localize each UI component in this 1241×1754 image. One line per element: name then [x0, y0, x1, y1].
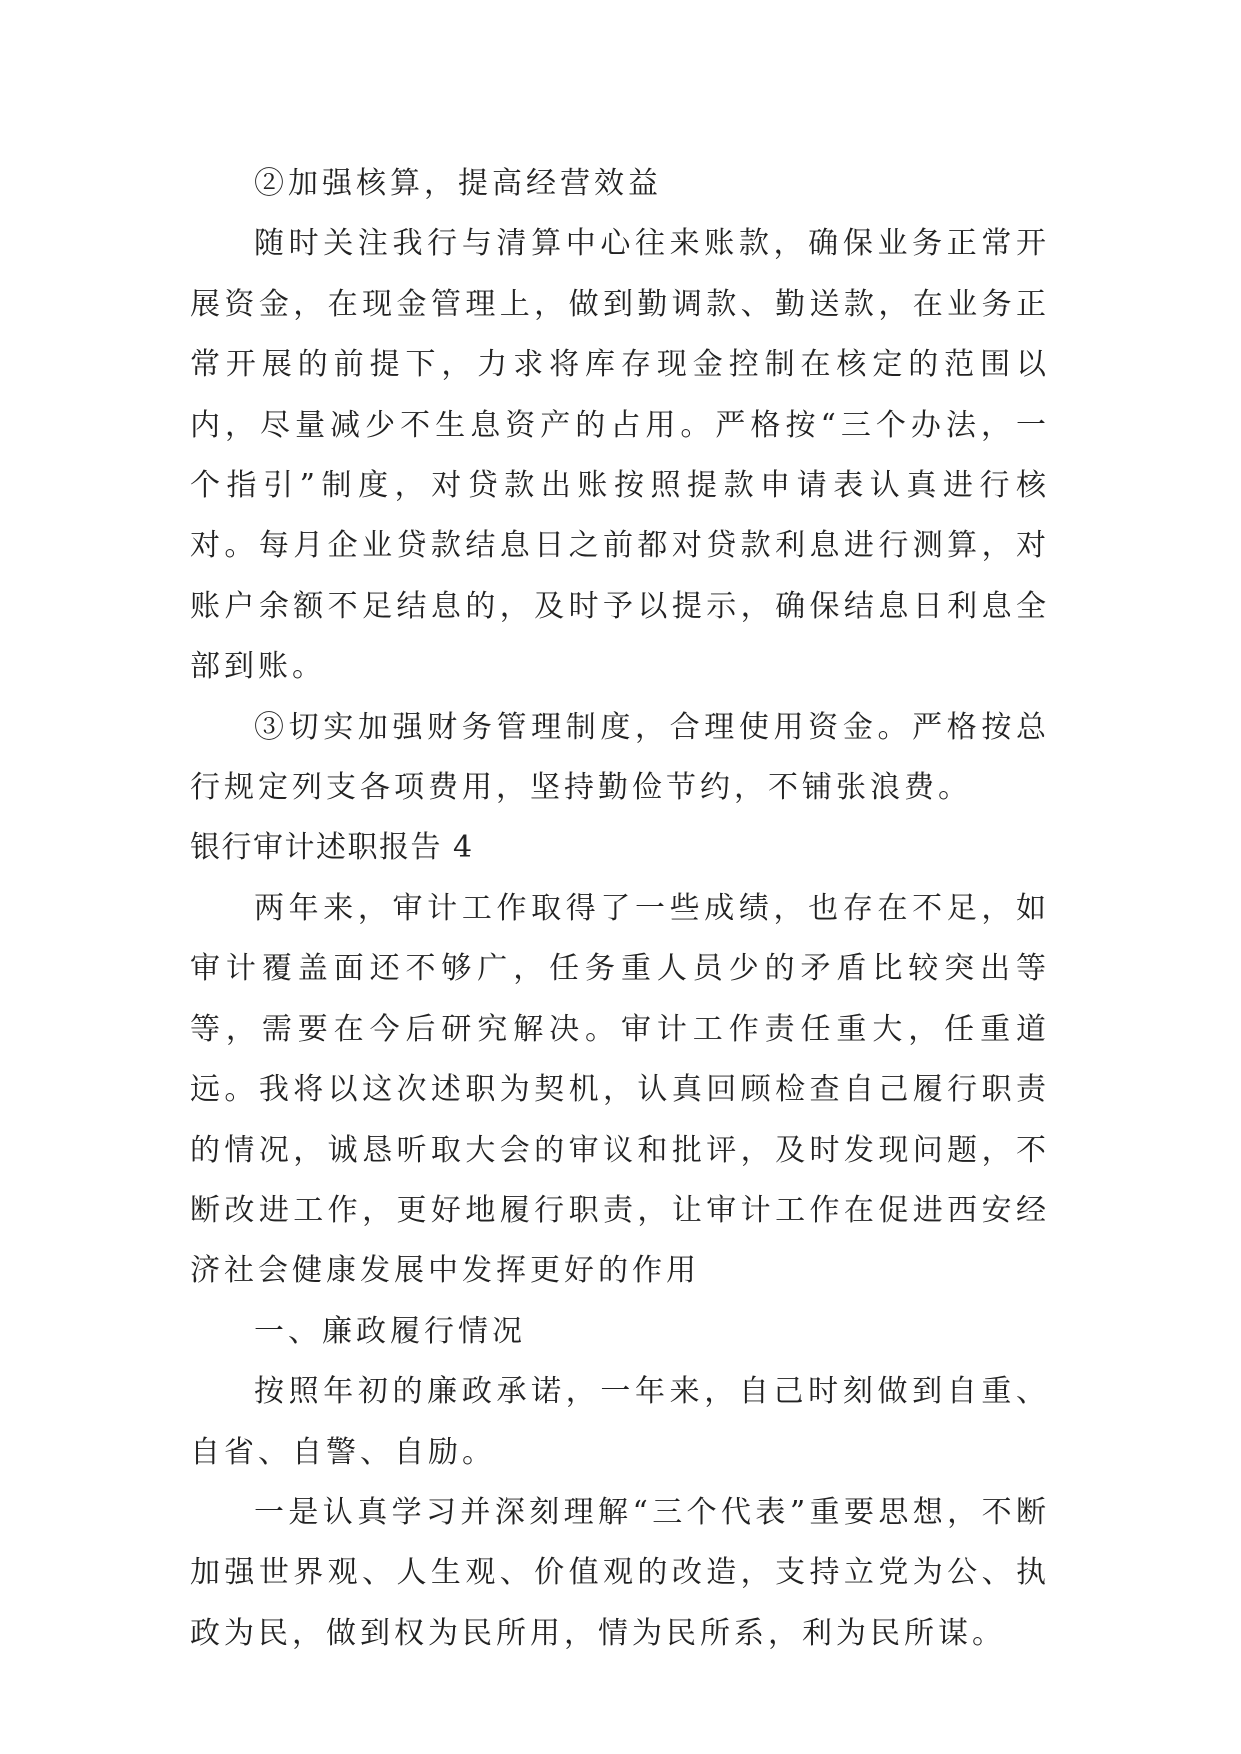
paragraph-audit-summary: 两年来，审计工作取得了一些成绩，也存在不足，如审计覆盖面还不够广，任务重人员少的矛盾比较突出等等，需要在今后研究解决。审计工作责任重大，任重道远。我将以这次述职为契机，认真回顾检查自己履行职责的情况，诚恳听取大会的审议和批评，及时发现问题，不断改进工作，更好地履行职责，让审计工作在促进西安经济社会健康发展中发挥更好的作用 — [190, 890, 1050, 1289]
document-body — [190, 154, 1050, 1664]
paragraph-study-theory: 一是认真学习并深刻理解“三个代表”重要思想，不断加强世界观、人生观、价值观的改造，支持立党为公、执政为民，做到权为民所用，情为民所系，利为民所谋。 — [190, 1494, 1050, 1651]
paragraph-financial-management: ③切实加强财务管理制度，合理使用资金。严格按总行规定列支各项费用，坚持勤俭节约，不铺张浪费。 — [190, 709, 1050, 806]
section-heading-accounting: ②加强核算，提高经营效益 — [254, 166, 662, 201]
paragraph-fund-management: 随时关注我行与清算中心往来账款，确保业务正常开展资金，在现金管理上，做到勤调款、勤送款，在业务正常开展的前提下，力求将库存现金控制在核定的范围以内，尽量减少不生息资产的占用。严格按“三个办法，一个指引”制度，对贷款出账按照提款申请表认真进行核对。每月企业贷款结息日之前都对贷款利息进行测算，对账户余额不足结息的，及时予以提示，确保结息日利息全部到账。 — [190, 226, 1050, 685]
report-title: 银行审计述职报告 4 — [190, 830, 474, 866]
section-heading-integrity: 一、廉政履行情况 — [254, 1313, 526, 1349]
paragraph-integrity-commitment: 按照年初的廉政承诺，一年来，自己时刻做到自重、自省、自警、自励。 — [190, 1374, 1050, 1470]
